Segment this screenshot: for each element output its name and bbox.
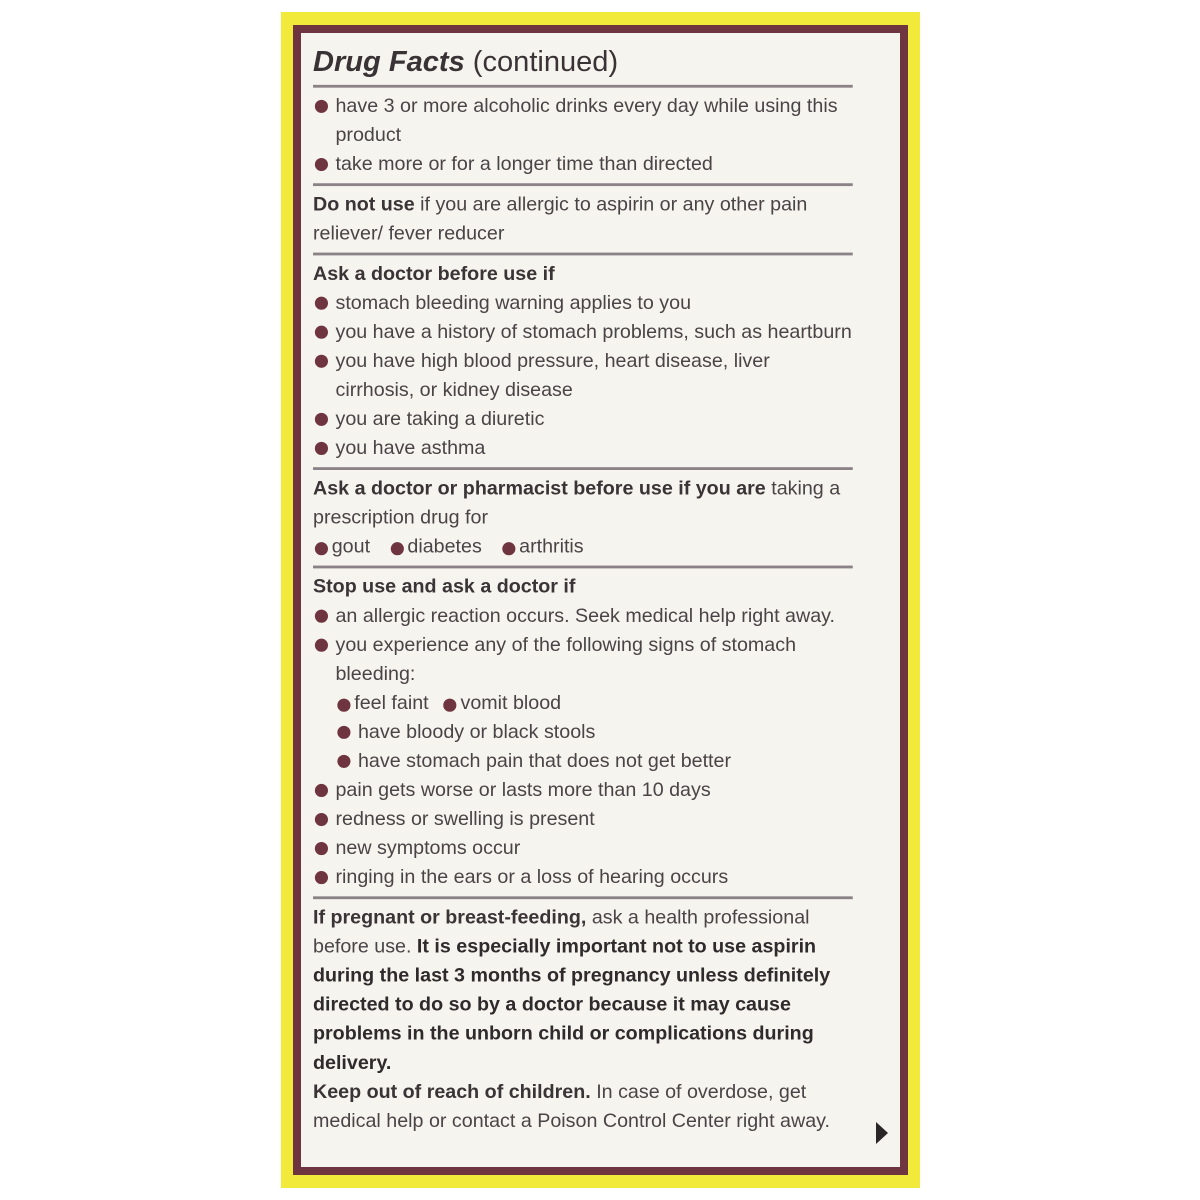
list-item: gout bbox=[313, 536, 370, 558]
list-item: new symptoms occur bbox=[313, 834, 853, 863]
do-not-use-text: if you are allergic to aspirin or any other pain reliever/ fever reducer bbox=[313, 193, 808, 245]
list-item: an allergic reaction occurs. Seek medical help right away. bbox=[313, 601, 853, 630]
list-item: ringing in the ears or a loss of hearing occurs bbox=[313, 863, 853, 892]
pregnant-text: ask a health professional before use. bbox=[313, 906, 810, 958]
ask-pharmacist-heading: Ask a doctor or pharmacist before use if you are bbox=[313, 477, 766, 500]
pregnant-heading: If pregnant or breast-feeding, bbox=[313, 906, 587, 929]
ask-pharmacist-text: taking a prescription drug for bbox=[313, 477, 841, 529]
alcohol-warning-section bbox=[313, 88, 853, 184]
list-item: diabetes bbox=[389, 536, 482, 558]
stop-use-section bbox=[313, 568, 853, 896]
list-item: have 3 or more alcoholic drinks every day while using this product bbox=[313, 91, 853, 149]
sub-list-item: have stomach pain that does not get better bbox=[335, 746, 852, 775]
keep-out-text: In case of overdose, get medical help or contact a Poison Control Center right away. bbox=[313, 1080, 831, 1132]
sub-list-item: vomit blood bbox=[442, 692, 561, 714]
pregnancy-section bbox=[313, 899, 853, 1140]
list-item: you experience any of the following signs of stomach bleeding: bbox=[313, 630, 853, 688]
list-item: take more or for a longer time than directed bbox=[313, 150, 853, 179]
page-title bbox=[313, 38, 853, 85]
list-item: redness or swelling is present bbox=[313, 805, 853, 834]
list-item: pain gets worse or lasts more than 10 days bbox=[313, 775, 853, 804]
condition-list bbox=[313, 532, 853, 561]
keep-out-heading: Keep out of reach of children. bbox=[313, 1080, 591, 1103]
ask-pharmacist-section bbox=[313, 470, 853, 566]
sub-list-item: have bloody or black stools bbox=[335, 717, 852, 746]
list-item: you have high blood pressure, heart disease, liver cirrhosis, or kidney disease bbox=[313, 346, 853, 404]
title-rest: (continued) bbox=[464, 44, 619, 78]
list-item: you have a history of stomach problems, such as heartburn bbox=[313, 317, 853, 346]
list-item: you are taking a diuretic bbox=[313, 404, 853, 433]
do-not-use-heading: Do not use bbox=[313, 193, 415, 216]
list-item: arthritis bbox=[500, 536, 583, 558]
ask-doctor-heading: Ask a doctor before use if bbox=[313, 262, 555, 285]
list-item: stomach bleeding warning applies to you bbox=[313, 288, 853, 317]
sub-list-item: feel faint bbox=[335, 692, 428, 714]
do-not-use-section bbox=[313, 186, 853, 253]
title-bold: Drug Facts bbox=[313, 44, 465, 78]
list-item: you have asthma bbox=[313, 433, 853, 462]
pregnant-warning: It is especially important not to use aspirin during the last 3 months of pregnancy unless definitely directed to do so by a doctor because it may cause problems in the unborn child or complications during delivery. bbox=[313, 935, 831, 1074]
ask-doctor-section bbox=[313, 255, 853, 467]
stop-use-heading: Stop use and ask a doctor if bbox=[313, 575, 576, 598]
drug-facts-content bbox=[313, 38, 853, 1140]
continue-arrow-icon bbox=[876, 1122, 888, 1144]
sub-list bbox=[313, 688, 853, 717]
